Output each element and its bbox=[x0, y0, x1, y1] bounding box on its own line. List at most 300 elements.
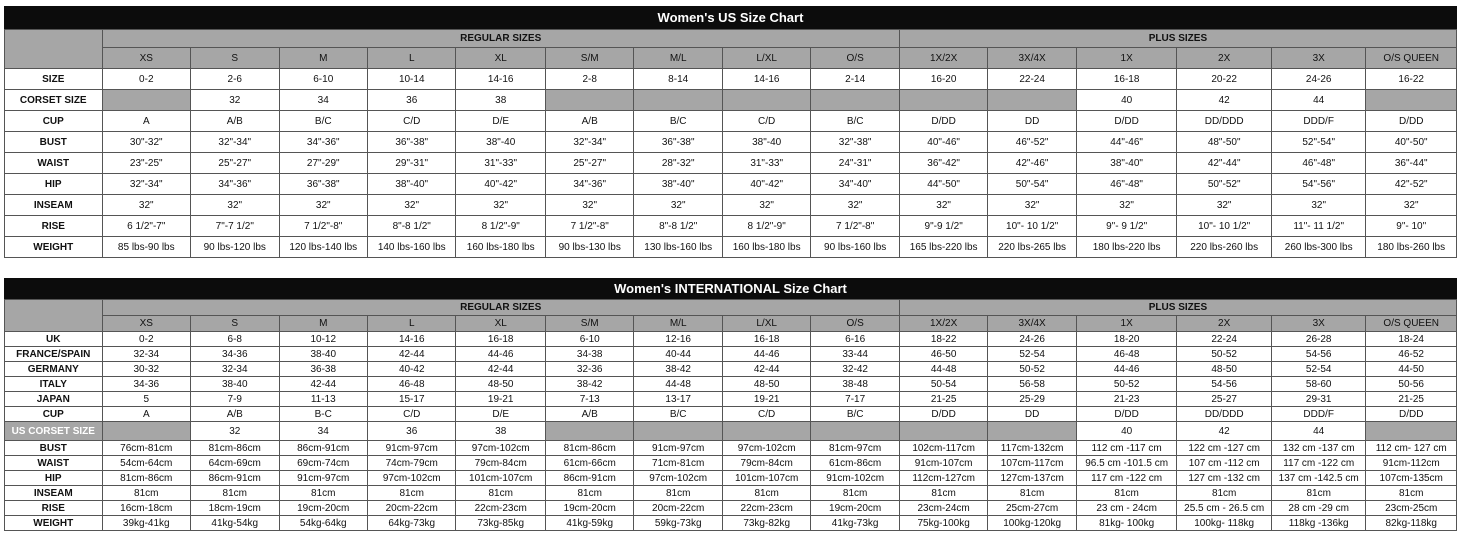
table-cell: 7 1/2"-8" bbox=[279, 216, 367, 237]
size-column-header: XL bbox=[456, 316, 545, 332]
table-cell: 36-38 bbox=[279, 362, 367, 377]
row-header: UK bbox=[5, 332, 103, 347]
table-row bbox=[5, 377, 1457, 392]
table-cell: 46"-48" bbox=[1076, 174, 1177, 195]
table-row bbox=[5, 111, 1457, 132]
table-cell: 20cm-22cm bbox=[634, 501, 722, 516]
plus-sizes-header: PLUS SIZES bbox=[899, 30, 1456, 48]
table-row bbox=[5, 347, 1457, 362]
table-cell: 48"-50" bbox=[1177, 132, 1272, 153]
table-cell: 30"-32" bbox=[102, 132, 190, 153]
table-cell: 81cm bbox=[1366, 486, 1457, 501]
size-group-row bbox=[5, 30, 1457, 48]
table-cell: 21-23 bbox=[1076, 392, 1177, 407]
table-cell: 16-20 bbox=[899, 69, 987, 90]
table-cell: 54kg-64kg bbox=[279, 516, 367, 531]
table-cell: 101cm-107cm bbox=[722, 471, 810, 486]
table-cell: 34 bbox=[279, 422, 367, 441]
table-cell: DD bbox=[988, 407, 1076, 422]
table-cell: 112 cm -117 cm bbox=[1076, 441, 1177, 456]
table-cell: 81cm bbox=[634, 486, 722, 501]
table-cell: 7 1/2"-8" bbox=[811, 216, 899, 237]
table-cell: 180 lbs-260 lbs bbox=[1366, 237, 1457, 258]
table-cell: 6-10 bbox=[545, 332, 633, 347]
table-cell: D/DD bbox=[1076, 407, 1177, 422]
table-cell: 34-36 bbox=[102, 377, 190, 392]
table-cell: 32" bbox=[1076, 195, 1177, 216]
table-cell: 132 cm -137 cm bbox=[1271, 441, 1366, 456]
table-cell: 34"-36" bbox=[191, 174, 279, 195]
table-cell: 6-16 bbox=[811, 332, 899, 347]
table-cell: 50-52 bbox=[988, 362, 1076, 377]
table-cell bbox=[102, 422, 190, 441]
row-header: RISE bbox=[5, 501, 103, 516]
table-cell: 220 lbs-260 lbs bbox=[1177, 237, 1272, 258]
corner-cell bbox=[5, 30, 103, 69]
table-cell: 34-38 bbox=[545, 347, 633, 362]
table-cell: 160 lbs-180 lbs bbox=[456, 237, 545, 258]
table-cell: 32"-34" bbox=[102, 174, 190, 195]
table-cell: 81kg- 100kg bbox=[1076, 516, 1177, 531]
table-cell: 36"-44" bbox=[1366, 153, 1457, 174]
table-cell: 81cm bbox=[279, 486, 367, 501]
table-cell: 81cm bbox=[1177, 486, 1272, 501]
table-cell: 54cm-64cm bbox=[102, 456, 190, 471]
table-cell: 36"-38" bbox=[367, 132, 455, 153]
table-cell: 28"-32" bbox=[634, 153, 722, 174]
table-cell: 8 1/2"-9" bbox=[722, 216, 810, 237]
table-cell: 38-40 bbox=[191, 377, 279, 392]
table-cell: 23cm-24cm bbox=[899, 501, 987, 516]
table-cell: 40"-42" bbox=[722, 174, 810, 195]
table-cell: 31"-33" bbox=[722, 153, 810, 174]
row-header: WAIST bbox=[5, 456, 103, 471]
table-cell: 40-42 bbox=[367, 362, 455, 377]
table-cell: 86cm-91cm bbox=[545, 471, 633, 486]
size-column-header: M/L bbox=[634, 316, 722, 332]
size-label-row bbox=[5, 316, 1457, 332]
table-row bbox=[5, 392, 1457, 407]
table-cell: 101cm-107cm bbox=[456, 471, 545, 486]
table-cell: 9"- 10" bbox=[1366, 216, 1457, 237]
table-cell: 22-24 bbox=[988, 69, 1076, 90]
table-cell: 46"-52" bbox=[988, 132, 1076, 153]
table-cell: 32" bbox=[634, 195, 722, 216]
table-cell: A/B bbox=[191, 407, 279, 422]
table-cell: 81cm bbox=[811, 486, 899, 501]
table-cell: 74cm-79cm bbox=[367, 456, 455, 471]
table-cell: D/DD bbox=[899, 407, 987, 422]
table-row bbox=[5, 441, 1457, 456]
size-column-header: L/XL bbox=[722, 48, 810, 69]
table-cell: D/DD bbox=[1076, 111, 1177, 132]
table-cell: 91cm-112cm bbox=[1366, 456, 1457, 471]
regular-sizes-header: REGULAR SIZES bbox=[102, 300, 899, 316]
table-cell: 38"-40 bbox=[722, 132, 810, 153]
table-cell: 33-44 bbox=[811, 347, 899, 362]
table-cell: 41kg-59kg bbox=[545, 516, 633, 531]
table-row bbox=[5, 516, 1457, 531]
table-cell bbox=[811, 90, 899, 111]
table-cell: 40"-46" bbox=[899, 132, 987, 153]
row-header: WAIST bbox=[5, 153, 103, 174]
table-cell: 42"-44" bbox=[1177, 153, 1272, 174]
table-cell: 54-56 bbox=[1177, 377, 1272, 392]
table-cell: 42-44 bbox=[456, 362, 545, 377]
table-cell: 34"-36" bbox=[545, 174, 633, 195]
size-column-header: 3X bbox=[1271, 48, 1366, 69]
table-cell: 81cm bbox=[367, 486, 455, 501]
table-cell: 90 lbs-120 lbs bbox=[191, 237, 279, 258]
table-cell: D/DD bbox=[1366, 407, 1457, 422]
table-cell: A bbox=[102, 407, 190, 422]
table-cell: 56-58 bbox=[988, 377, 1076, 392]
table-cell: 46-48 bbox=[1076, 347, 1177, 362]
row-header: FRANCE/SPAIN bbox=[5, 347, 103, 362]
table-cell: 16-18 bbox=[456, 332, 545, 347]
table-cell: 97cm-102cm bbox=[367, 471, 455, 486]
size-column-header: XL bbox=[456, 48, 545, 69]
table-cell: 100kg-120kg bbox=[988, 516, 1076, 531]
table-cell: 41kg-73kg bbox=[811, 516, 899, 531]
table-cell: 16cm-18cm bbox=[102, 501, 190, 516]
table-cell: 36 bbox=[367, 90, 455, 111]
table-cell: 29-31 bbox=[1271, 392, 1366, 407]
row-header: BUST bbox=[5, 441, 103, 456]
size-column-header: 3X/4X bbox=[988, 48, 1076, 69]
table-cell: 7-9 bbox=[191, 392, 279, 407]
table-cell: 42-44 bbox=[367, 347, 455, 362]
table-cell: 22-24 bbox=[1177, 332, 1272, 347]
row-header: RISE bbox=[5, 216, 103, 237]
table-cell: 81cm bbox=[456, 486, 545, 501]
table-cell: 130 lbs-160 lbs bbox=[634, 237, 722, 258]
table-row bbox=[5, 501, 1457, 516]
table-cell: 82kg-118kg bbox=[1366, 516, 1457, 531]
table-cell: 36"-42" bbox=[899, 153, 987, 174]
row-header: GERMANY bbox=[5, 362, 103, 377]
table-cell: 36"-38" bbox=[634, 132, 722, 153]
table-cell: 34"-36" bbox=[279, 132, 367, 153]
international-size-table bbox=[4, 299, 1457, 531]
table-cell: 117cm-132cm bbox=[988, 441, 1076, 456]
table-cell: 38"-40" bbox=[367, 174, 455, 195]
table-cell: 86cm-91cm bbox=[279, 441, 367, 456]
table-cell: 18-24 bbox=[1366, 332, 1457, 347]
size-column-header: S/M bbox=[545, 48, 633, 69]
table-cell: 73kg-85kg bbox=[456, 516, 545, 531]
table-cell: DDD/F bbox=[1271, 407, 1366, 422]
size-column-header: M/L bbox=[634, 48, 722, 69]
table-cell: 52-54 bbox=[1271, 362, 1366, 377]
table-cell: 90 lbs-130 lbs bbox=[545, 237, 633, 258]
table-cell: 32-34 bbox=[191, 362, 279, 377]
row-header: SIZE bbox=[5, 69, 103, 90]
corner-cell bbox=[5, 300, 103, 332]
table-cell: 91cm-102cm bbox=[811, 471, 899, 486]
table-cell: D/E bbox=[456, 111, 545, 132]
table-cell: 61cm-66cm bbox=[545, 456, 633, 471]
table-cell: 16-18 bbox=[1076, 69, 1177, 90]
table-cell: 50-52 bbox=[1177, 347, 1272, 362]
plus-sizes-header: PLUS SIZES bbox=[899, 300, 1456, 316]
table-cell: 118kg -136kg bbox=[1271, 516, 1366, 531]
table-cell: 18-20 bbox=[1076, 332, 1177, 347]
size-column-header: 1X/2X bbox=[899, 316, 987, 332]
table-row bbox=[5, 153, 1457, 174]
table-cell: 97cm-102cm bbox=[722, 441, 810, 456]
table-cell: 23cm-25cm bbox=[1366, 501, 1457, 516]
table-cell: 73kg-82kg bbox=[722, 516, 810, 531]
table-cell: 19-21 bbox=[722, 392, 810, 407]
table-row bbox=[5, 195, 1457, 216]
table-cell: 81cm bbox=[191, 486, 279, 501]
table-row bbox=[5, 332, 1457, 347]
size-column-header: XS bbox=[102, 316, 190, 332]
table-cell: 85 lbs-90 lbs bbox=[102, 237, 190, 258]
table-cell: 11-13 bbox=[279, 392, 367, 407]
table-cell: A/B bbox=[545, 111, 633, 132]
row-header: US CORSET SIZE bbox=[5, 422, 103, 441]
size-column-header: O/S QUEEN bbox=[1366, 316, 1457, 332]
table-cell: 22cm-23cm bbox=[456, 501, 545, 516]
table-cell bbox=[545, 90, 633, 111]
regular-sizes-header: REGULAR SIZES bbox=[102, 30, 899, 48]
table-cell: 54-56 bbox=[1271, 347, 1366, 362]
size-column-header: XS bbox=[102, 48, 190, 69]
table-cell: 44 bbox=[1271, 422, 1366, 441]
table-cell: 81cm bbox=[899, 486, 987, 501]
table-cell: 46-50 bbox=[899, 347, 987, 362]
table-cell: 15-17 bbox=[367, 392, 455, 407]
table-cell: 81cm bbox=[1076, 486, 1177, 501]
table-cell: 40"-42" bbox=[456, 174, 545, 195]
table-cell: 6-8 bbox=[191, 332, 279, 347]
table-cell: 2-6 bbox=[191, 69, 279, 90]
table-cell: 8"-8 1/2" bbox=[634, 216, 722, 237]
table-cell: 48-50 bbox=[722, 377, 810, 392]
size-column-header: O/S bbox=[811, 48, 899, 69]
table-cell: 122 cm -127 cm bbox=[1177, 441, 1272, 456]
table-row bbox=[5, 69, 1457, 90]
size-column-header: S/M bbox=[545, 316, 633, 332]
table-cell: 61cm-86cm bbox=[811, 456, 899, 471]
table-cell: 38"-40" bbox=[634, 174, 722, 195]
table-cell bbox=[988, 90, 1076, 111]
table-cell: 18-22 bbox=[899, 332, 987, 347]
table-cell bbox=[988, 422, 1076, 441]
size-label-row bbox=[5, 48, 1457, 69]
table-cell: 48-50 bbox=[1177, 362, 1272, 377]
intl-chart-title: Women's INTERNATIONAL Size Chart bbox=[4, 278, 1457, 299]
table-cell: 180 lbs-220 lbs bbox=[1076, 237, 1177, 258]
table-cell: 25"-27" bbox=[545, 153, 633, 174]
table-cell bbox=[722, 90, 810, 111]
table-cell: 81cm bbox=[102, 486, 190, 501]
table-cell: 14-16 bbox=[367, 332, 455, 347]
table-cell: 81cm bbox=[722, 486, 810, 501]
table-cell: 32" bbox=[456, 195, 545, 216]
table-cell: 32" bbox=[1366, 195, 1457, 216]
table-cell bbox=[545, 422, 633, 441]
table-cell: 40 bbox=[1076, 90, 1177, 111]
table-cell: 102cm-117cm bbox=[899, 441, 987, 456]
table-cell: 32" bbox=[102, 195, 190, 216]
table-cell bbox=[634, 422, 722, 441]
table-cell: 38 bbox=[456, 422, 545, 441]
table-cell: 81cm-86cm bbox=[102, 471, 190, 486]
table-cell: 140 lbs-160 lbs bbox=[367, 237, 455, 258]
table-cell: 64cm-69cm bbox=[191, 456, 279, 471]
table-cell: 32-34 bbox=[102, 347, 190, 362]
table-cell: 97cm-102cm bbox=[456, 441, 545, 456]
table-cell: 58-60 bbox=[1271, 377, 1366, 392]
table-cell: 71cm-81cm bbox=[634, 456, 722, 471]
table-row bbox=[5, 237, 1457, 258]
table-cell: 39kg-41kg bbox=[102, 516, 190, 531]
table-cell: 69cm-74cm bbox=[279, 456, 367, 471]
table-cell: 19-21 bbox=[456, 392, 545, 407]
table-cell: 6-10 bbox=[279, 69, 367, 90]
table-cell bbox=[899, 90, 987, 111]
table-cell: 81cm-86cm bbox=[545, 441, 633, 456]
size-column-header: S bbox=[191, 316, 279, 332]
us-size-table bbox=[4, 29, 1457, 258]
table-cell: 19cm-20cm bbox=[279, 501, 367, 516]
table-cell: 50"-52" bbox=[1177, 174, 1272, 195]
table-cell bbox=[102, 90, 190, 111]
table-cell: 30-32 bbox=[102, 362, 190, 377]
table-row bbox=[5, 456, 1457, 471]
table-cell: 54"-56" bbox=[1271, 174, 1366, 195]
table-cell: 75kg-100kg bbox=[899, 516, 987, 531]
table-cell: D/DD bbox=[1366, 111, 1457, 132]
table-cell: 32-42 bbox=[811, 362, 899, 377]
table-cell: DDD/F bbox=[1271, 111, 1366, 132]
table-cell: 44"-50" bbox=[899, 174, 987, 195]
table-cell: 160 lbs-180 lbs bbox=[722, 237, 810, 258]
table-cell: 8 1/2"-9" bbox=[456, 216, 545, 237]
table-cell: 25-27 bbox=[1177, 392, 1272, 407]
table-cell: C/D bbox=[367, 407, 455, 422]
table-cell: 50-52 bbox=[1076, 377, 1177, 392]
table-cell: 7-13 bbox=[545, 392, 633, 407]
table-cell bbox=[722, 422, 810, 441]
size-column-header: O/S bbox=[811, 316, 899, 332]
table-cell: 38-48 bbox=[811, 377, 899, 392]
table-cell: 6 1/2"-7" bbox=[102, 216, 190, 237]
table-cell: B/C bbox=[811, 407, 899, 422]
table-cell: 32"-34" bbox=[545, 132, 633, 153]
table-cell: 34-36 bbox=[191, 347, 279, 362]
table-cell bbox=[1366, 90, 1457, 111]
table-cell: 16-18 bbox=[722, 332, 810, 347]
table-cell: 79cm-84cm bbox=[722, 456, 810, 471]
table-cell: A bbox=[102, 111, 190, 132]
table-cell bbox=[811, 422, 899, 441]
table-row bbox=[5, 362, 1457, 377]
table-row bbox=[5, 422, 1457, 441]
table-cell: 31"-33" bbox=[456, 153, 545, 174]
table-cell: 107 cm -112 cm bbox=[1177, 456, 1272, 471]
table-cell: 32" bbox=[367, 195, 455, 216]
table-cell: 9"-9 1/2" bbox=[899, 216, 987, 237]
table-cell: 32"-38" bbox=[811, 132, 899, 153]
table-row bbox=[5, 407, 1457, 422]
table-cell: 2-14 bbox=[811, 69, 899, 90]
table-cell: 36 bbox=[367, 422, 455, 441]
table-cell: 44"-46" bbox=[1076, 132, 1177, 153]
table-cell: 32" bbox=[545, 195, 633, 216]
table-cell: 44-46 bbox=[722, 347, 810, 362]
table-cell: 32" bbox=[279, 195, 367, 216]
table-cell: 44 bbox=[1271, 90, 1366, 111]
table-cell: 25cm-27cm bbox=[988, 501, 1076, 516]
table-cell: 127 cm -132 cm bbox=[1177, 471, 1272, 486]
table-cell: 32" bbox=[1177, 195, 1272, 216]
size-column-header: 3X/4X bbox=[988, 316, 1076, 332]
size-column-header: M bbox=[279, 316, 367, 332]
table-cell: 40"-50" bbox=[1366, 132, 1457, 153]
size-column-header: 2X bbox=[1177, 316, 1272, 332]
row-header: CUP bbox=[5, 111, 103, 132]
table-cell: 76cm-81cm bbox=[102, 441, 190, 456]
table-cell: 25"-27" bbox=[191, 153, 279, 174]
table-cell: 97cm-102cm bbox=[634, 471, 722, 486]
table-cell: 38"-40" bbox=[1076, 153, 1177, 174]
table-cell: 41kg-54kg bbox=[191, 516, 279, 531]
table-cell: 23"-25" bbox=[102, 153, 190, 174]
row-header: HIP bbox=[5, 471, 103, 486]
row-header: CUP bbox=[5, 407, 103, 422]
table-row bbox=[5, 216, 1457, 237]
table-cell: 36"-38" bbox=[279, 174, 367, 195]
table-cell: 12-16 bbox=[634, 332, 722, 347]
international-size-chart bbox=[4, 278, 1457, 531]
table-cell: 34 bbox=[279, 90, 367, 111]
table-cell: 21-25 bbox=[1366, 392, 1457, 407]
table-cell: 52"-54" bbox=[1271, 132, 1366, 153]
table-cell: 91cm-97cm bbox=[279, 471, 367, 486]
table-cell: 8-14 bbox=[634, 69, 722, 90]
table-cell: 42"-52" bbox=[1366, 174, 1457, 195]
table-cell: 91cm-97cm bbox=[634, 441, 722, 456]
table-cell: 38"-40 bbox=[456, 132, 545, 153]
table-cell: 42 bbox=[1177, 90, 1272, 111]
table-cell: 44-46 bbox=[456, 347, 545, 362]
table-cell: 19cm-20cm bbox=[811, 501, 899, 516]
table-cell: 64kg-73kg bbox=[367, 516, 455, 531]
table-cell: 28 cm -29 cm bbox=[1271, 501, 1366, 516]
table-cell: 7-17 bbox=[811, 392, 899, 407]
table-cell: 120 lbs-140 lbs bbox=[279, 237, 367, 258]
table-cell: 127cm-137cm bbox=[988, 471, 1076, 486]
table-cell: 0-2 bbox=[102, 332, 190, 347]
table-cell: 10-14 bbox=[367, 69, 455, 90]
table-cell: 48-50 bbox=[456, 377, 545, 392]
us-size-chart bbox=[4, 6, 1457, 258]
size-column-header: 1X bbox=[1076, 316, 1177, 332]
table-cell: B/C bbox=[634, 407, 722, 422]
table-cell: 107cm-135cm bbox=[1366, 471, 1457, 486]
table-cell: 24"-31" bbox=[811, 153, 899, 174]
table-cell: 9"- 9 1/2" bbox=[1076, 216, 1177, 237]
table-cell: 10"- 10 1/2" bbox=[988, 216, 1076, 237]
table-cell: DD/DDD bbox=[1177, 111, 1272, 132]
table-cell: 38-42 bbox=[545, 377, 633, 392]
size-column-header: S bbox=[191, 48, 279, 69]
table-cell: C/D bbox=[722, 407, 810, 422]
